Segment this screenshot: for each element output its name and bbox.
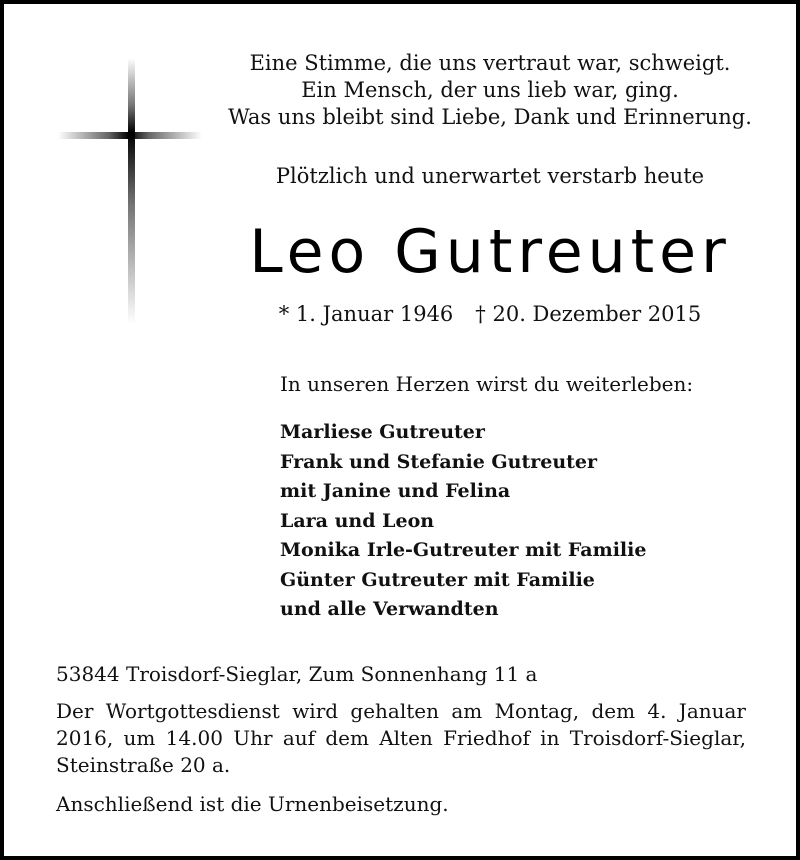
birth-date: * 1. Januar 1946 bbox=[278, 302, 454, 326]
mourner-entry: Monika Irle-Gutreuter mit Familie bbox=[280, 539, 647, 561]
mourners-list bbox=[280, 418, 646, 625]
mourner-entry: mit Janine und Felina bbox=[280, 480, 511, 502]
burial-note: Anschließend ist die Urnenbeisetzung. bbox=[56, 792, 449, 816]
memorial-poem bbox=[204, 50, 776, 131]
mourner-entry: Lara und Leon bbox=[280, 509, 435, 532]
mourners-heading: In unseren Herzen wirst du weiterleben: bbox=[280, 372, 694, 396]
service-details: Der Wortgottesdienst wird gehalten am Montag, dem 4. Januar 2016, um 14.00 Uhr auf dem Alten Friedhof in Troisdorf-Sieglar, Steinstraße 20 a. bbox=[56, 699, 746, 777]
mourner-entry: und alle Verwandten bbox=[280, 598, 499, 620]
family-address: 53844 Troisdorf-Sieglar, Zum Sonnenhang 11 a bbox=[56, 662, 538, 686]
mourner-entry: Frank und Stefanie Gutreuter bbox=[280, 450, 598, 473]
mourner-entry: Marliese Gutreuter bbox=[280, 421, 485, 443]
death-date: † 20. Dezember 2015 bbox=[475, 302, 702, 326]
poem-line: Was uns bleibt sind Liebe, Dank und Erinnerung. bbox=[228, 105, 752, 129]
mourner-entry: Günter Gutreuter mit Familie bbox=[280, 568, 595, 591]
cross-horizontal-beam bbox=[58, 132, 202, 139]
life-dates bbox=[204, 300, 776, 328]
poem-line: Ein Mensch, der uns lieb war, ging. bbox=[301, 78, 679, 102]
poem-line: Eine Stimme, die uns vertraut war, schweigt. bbox=[249, 51, 731, 75]
cross-vertical-beam bbox=[128, 58, 135, 324]
death-announcement-intro: Plötzlich und unerwartet verstarb heute bbox=[275, 164, 705, 188]
deceased-name: Leo Gutreuter bbox=[249, 217, 731, 287]
cross-icon bbox=[58, 58, 202, 324]
